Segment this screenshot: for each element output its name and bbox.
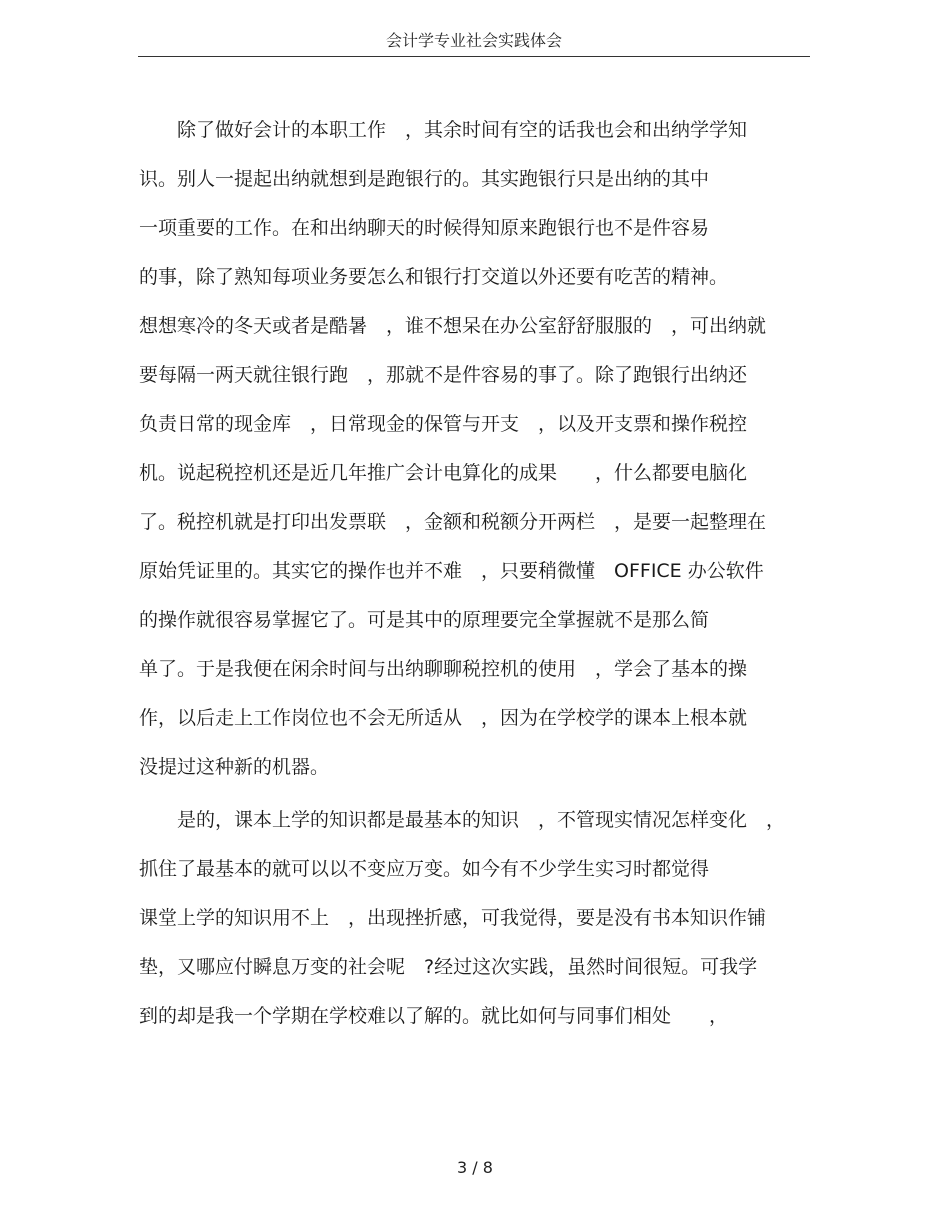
text-line: 机。说起税控机还是近几年推广会计电算化的成果 ，什么都要电脑化 [139,462,748,484]
text-line: 的操作就很容易掌握它了。可是其中的原理要完全掌握就不是那么简 [139,609,710,631]
header-title: 会计学专业社会实践体会 [385,31,562,50]
text-line: 到的却是我一个学期在学校难以了解的。就比如何与同事们相处 ， [139,1005,729,1027]
text-line: 课堂上学的知识用不上 ，出现挫折感，可我觉得，要是没有书本知识作铺 [139,907,767,929]
header-rule [138,56,810,57]
text-line: 负责日常的现金库 ，日常现金的保管与开支 ，以及开支票和操作税控 [139,413,748,435]
text-line: 一项重要的工作。在和出纳聊天的时候得知原来跑银行也不是件容易 [139,217,710,239]
text-line: 垫，又哪应付瞬息万变的社会呢 ?经过这次实践，虽然时间很短。可我学 [139,956,758,978]
text-line: 抓住了最基本的就可以以不变应万变。如今有不少学生实习时都觉得 [139,858,710,880]
text-line: 除了做好会计的本职工作 ，其余时间有空的话我也会和出纳学学知 [139,119,748,141]
text-line: 原始凭证里的。其实它的操作也并不难 ，只要稍微懂 OFFICE 办公软件 [139,560,764,582]
text-line: 的事，除了熟知每项业务要怎么和银行打交道以外还要有吃苦的精神。 [139,266,729,288]
text-line: 想想寒冷的冬天或者是酷暑 ，谁不想呆在办公室舒舒服服的 ，可出纳就 [139,315,767,337]
text-line: 了。税控机就是打印出发票联 ，金额和税额分开两栏 ，是要一起整理在 [139,511,767,533]
text-line: 没提过这种新的机器。 [139,756,330,778]
text-line: 单了。于是我便在闲余时间与出纳聊聊税控机的使用 ，学会了基本的操 [139,658,748,680]
text-line: 要每隔一两天就往银行跑 ，那就不是件容易的事了。除了跑银行出纳还 [139,364,748,386]
page-number: 3 / 8 [457,1158,493,1177]
text-line: 是的，课本上学的知识都是最基本的知识 ，不管现实情况怎样变化 ， [139,809,786,831]
text-line: 作，以后走上工作岗位也不会无所适从 ，因为在学校学的课本上根本就 [139,707,748,729]
text-line: 识。别人一提起出纳就想到是跑银行的。其实跑银行只是出纳的其中 [139,168,710,190]
